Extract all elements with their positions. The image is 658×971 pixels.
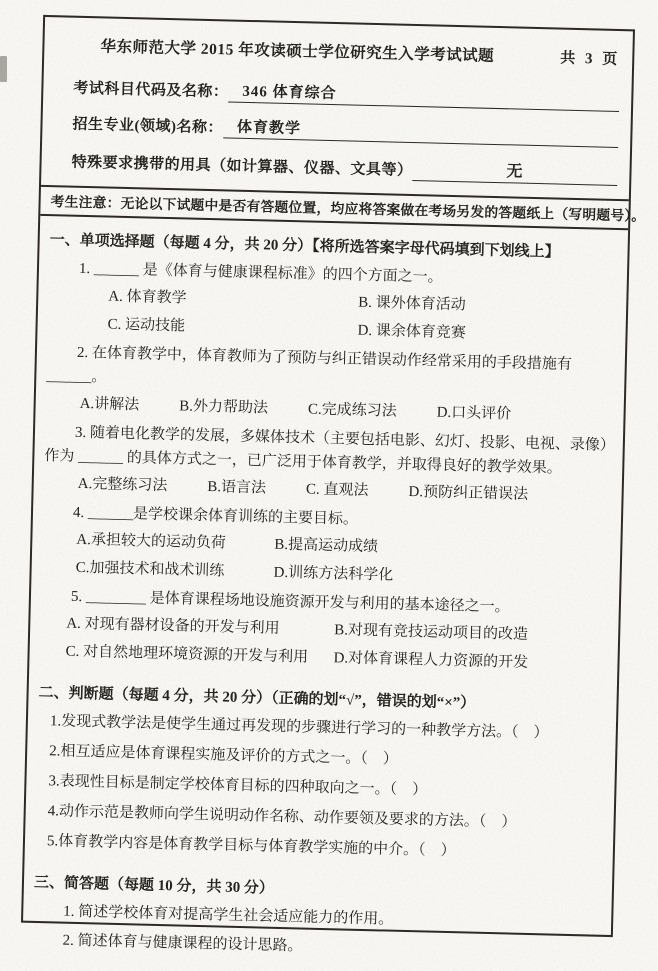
option-4c: C.加强技术和战术训练 — [75, 559, 225, 580]
question-4-options — [41, 527, 610, 593]
section-3-heading: 三、简答题（每题 10 分，共 30 分） — [33, 874, 275, 897]
exam-info-form — [71, 76, 619, 186]
exam-paper-border-box — [21, 15, 646, 955]
option-3d: D.预防纠正错误法 — [408, 483, 529, 503]
subject-field-label: 考试科目代码及名称： — [73, 80, 229, 101]
tools-field-label: 特殊要求携带的用具（如计算器、仪器、文具等） — [71, 154, 413, 179]
scan-edge-artifact — [0, 56, 7, 82]
option-5b: B.对现有竞技运动项目的改造 — [334, 622, 529, 643]
subject-field-row — [73, 76, 619, 112]
option-3b: B.语言法 — [207, 479, 267, 497]
option-2c: C.完成练习法 — [307, 401, 397, 420]
option-4a: A.承担较大的运动负荷 — [76, 531, 227, 552]
judgement-item-2: 2.相互适应是体育课程实施及评价的方式之一。（ ） — [48, 743, 399, 768]
major-field-row — [72, 112, 618, 148]
option-5d: D.对体育课程人力资源的开发 — [333, 650, 529, 671]
judgement-item-5: 5.体育教学内容是体育教学目标与体育教学实施的中介。（ ） — [46, 833, 456, 860]
judgement-item-4: 4.动作示范是教师向学生说明动作名称、动作要领及要求的方法。（ ） — [47, 803, 517, 831]
page-title: 华东师范大学 2015 年攻读硕士学位研究生入学考试试题 — [100, 38, 495, 65]
option-1c: C. 运动技能 — [107, 316, 186, 335]
question-5-options — [39, 611, 608, 677]
subject-field-value: 346 体育综合 — [228, 79, 619, 112]
header-row — [44, 17, 633, 69]
option-2d: D.口头评价 — [436, 404, 512, 423]
question-4: 4. ______是学校课余体育训练的主要目标。 — [72, 504, 359, 528]
section-1-heading: 一、单项选择题（每题 4 分，共 20 分）【将所选答案字母代码填到下划线上】 — [49, 232, 560, 261]
option-2a: A.讲解法 — [79, 395, 140, 414]
option-3a: A.完整练习法 — [77, 475, 168, 495]
option-1d: D. 课余体育竞赛 — [357, 322, 467, 342]
option-1b: B. 课外体育活动 — [358, 294, 466, 314]
tools-field-row — [71, 148, 617, 186]
option-4d: D.训练方法科学化 — [273, 564, 394, 584]
question-1: 1. ______ 是《体育与健康课程标准》的四个方面之一。 — [78, 260, 443, 286]
exam-body — [22, 216, 628, 966]
judgement-item-1: 1.发现式教学法是使学生通过再发现的步骤进行学习的一种教学方法。（ ） — [49, 713, 549, 742]
option-1a: A. 体育教学 — [108, 288, 187, 307]
option-3c: C. 直观法 — [305, 481, 369, 499]
short-answer-item-1: 1. 简述学校体育对提高学生社会适应能力的作用。 — [63, 903, 394, 928]
major-field-label: 招生专业(领域)名称： — [72, 116, 224, 137]
question-2: 2. 在体育教学中，体育教师为了预防与纠正错误动作经常采用的手段措施有______。 — [46, 344, 572, 386]
section-2-heading: 二、判断题（每题 4 分，共 20 分）（正确的划“√”，错误的划“×”） — [38, 684, 476, 712]
question-5: 5. ________ 是体育课程场地设施资源开发与利用的基本途径之一。 — [70, 588, 510, 616]
short-answer-item-2: 2. 简述体育与健康课程的设计思路。 — [62, 932, 303, 955]
option-5a: A. 对现有器材设备的开发与利用 — [66, 615, 280, 637]
question-3: 3. 随着电化教学的发展，多媒体技术（主要包括电影、幻灯、投影、电视、录像）作为 ______ 的具体方式之一，已广泛用于体育教学，并取得良好的教学效果。 — [44, 424, 608, 477]
page-count-label: 共 3 页 — [560, 50, 621, 69]
option-2b: B.外力帮助法 — [179, 398, 269, 417]
candidate-notice: 考生注意：无论以下试题中是否有答题位置，均应将答案做在考场另发的答题纸上（写明题号）。 — [40, 185, 629, 230]
option-5c: C. 对自然地理环境资源的开发与利用 — [65, 643, 309, 666]
option-4b: B.提高运动成绩 — [274, 536, 379, 556]
judgement-item-3: 3.表现性目标是制定学校体育目标的四种取向之一。（ ） — [48, 773, 428, 799]
question-1-options — [47, 283, 616, 349]
major-field-value: 体育教学 — [223, 115, 619, 148]
tools-field-value: 无 — [412, 156, 618, 186]
